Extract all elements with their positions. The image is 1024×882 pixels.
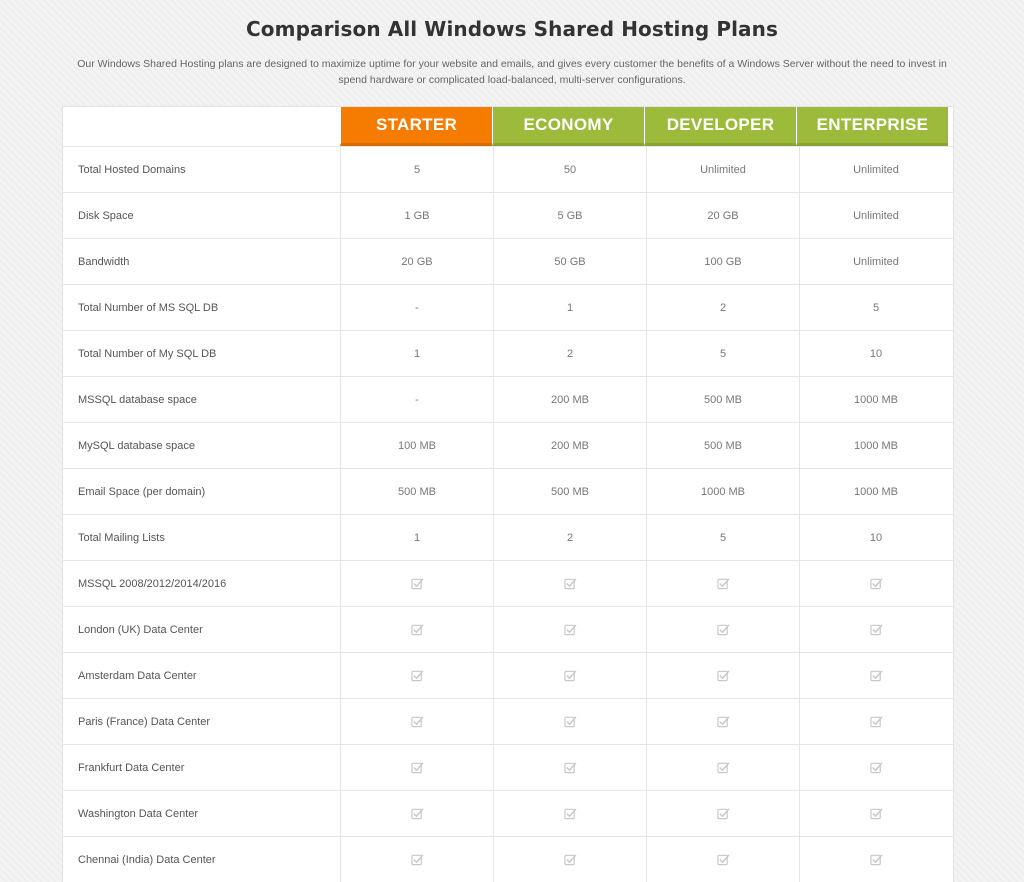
checkmark-icon (493, 837, 646, 882)
feature-value: 1 (340, 331, 493, 376)
feature-value: 5 (646, 515, 799, 560)
feature-value: 1000 MB (799, 423, 952, 468)
feature-value: 2 (493, 331, 646, 376)
feature-value: 2 (493, 515, 646, 560)
table-row (63, 514, 953, 560)
checkmark-icon (340, 791, 493, 836)
checkmark-icon (799, 837, 952, 882)
plan-header-enterprise: ENTERPRISE (796, 107, 948, 146)
table-row (63, 468, 953, 514)
feature-label: Total Number of MS SQL DB (78, 301, 219, 314)
checkmark-icon (340, 561, 493, 606)
checkmark-icon (493, 791, 646, 836)
table-row (63, 192, 953, 238)
checkmark-icon (493, 745, 646, 790)
table-row (63, 652, 953, 698)
table-row (63, 790, 953, 836)
feature-value: Unlimited (646, 147, 799, 192)
feature-value: 200 MB (493, 423, 646, 468)
checkmark-icon (493, 653, 646, 698)
checkmark-icon (646, 837, 799, 882)
feature-value: 5 (340, 147, 493, 192)
feature-value: - (340, 285, 493, 330)
checkmark-icon (646, 653, 799, 698)
feature-value: 20 GB (340, 239, 493, 284)
checkmark-icon (646, 699, 799, 744)
checkmark-icon (799, 745, 952, 790)
header-empty-cell (63, 107, 340, 146)
feature-value: 10 (799, 515, 952, 560)
feature-value: 5 (799, 285, 952, 330)
table-row (63, 146, 953, 192)
feature-label: MySQL database space (78, 439, 195, 452)
plan-header-economy: ECONOMY (492, 107, 644, 146)
checkmark-icon (799, 561, 952, 606)
table-row (63, 744, 953, 790)
feature-label: Disk Space (78, 209, 134, 222)
feature-label: Paris (France) Data Center (78, 715, 211, 728)
feature-value: 50 GB (493, 239, 646, 284)
feature-value: 100 GB (646, 239, 799, 284)
checkmark-icon (493, 561, 646, 606)
checkmark-icon (340, 837, 493, 882)
table-row (63, 606, 953, 652)
feature-value: - (340, 377, 493, 422)
feature-value: 500 MB (493, 469, 646, 514)
feature-label: MSSQL 2008/2012/2014/2016 (78, 577, 227, 590)
checkmark-icon (799, 699, 952, 744)
feature-value: Unlimited (799, 193, 952, 238)
table-row (63, 238, 953, 284)
checkmark-icon (799, 791, 952, 836)
checkmark-icon (646, 607, 799, 652)
checkmark-icon (340, 653, 493, 698)
feature-value: 100 MB (340, 423, 493, 468)
feature-label: Chennai (India) Data Center (78, 853, 216, 866)
feature-value: 5 (646, 331, 799, 376)
page-title: Comparison All Windows Shared Hosting Plans (246, 17, 778, 41)
feature-value: 500 MB (646, 377, 799, 422)
table-row (63, 836, 953, 882)
feature-label: MSSQL database space (78, 393, 197, 406)
table-row (63, 560, 953, 606)
feature-value: Unlimited (799, 239, 952, 284)
feature-label: Washington Data Center (78, 807, 199, 820)
plan-header-starter: STARTER (340, 107, 492, 146)
checkmark-icon (799, 607, 952, 652)
feature-value: 1 GB (340, 193, 493, 238)
checkmark-icon (340, 699, 493, 744)
checkmark-icon (646, 791, 799, 836)
table-row (63, 422, 953, 468)
feature-value: 1000 MB (799, 469, 952, 514)
feature-label: Total Number of My SQL DB (78, 347, 217, 360)
table-row (63, 330, 953, 376)
table-row (63, 376, 953, 422)
feature-value: 1000 MB (799, 377, 952, 422)
plan-header-developer: DEVELOPER (644, 107, 796, 146)
feature-label: Total Hosted Domains (78, 163, 186, 176)
feature-value: 10 (799, 331, 952, 376)
feature-value: 500 MB (646, 423, 799, 468)
comparison-table (62, 106, 954, 882)
table-header-row (63, 107, 953, 146)
checkmark-icon (493, 699, 646, 744)
feature-value: 20 GB (646, 193, 799, 238)
feature-label: Total Mailing Lists (78, 531, 165, 544)
feature-label: Frankfurt Data Center (78, 761, 185, 774)
table-row (63, 284, 953, 330)
checkmark-icon (646, 745, 799, 790)
feature-value: 1 (493, 285, 646, 330)
feature-value: 5 GB (493, 193, 646, 238)
checkmark-icon (340, 745, 493, 790)
feature-label: London (UK) Data Center (78, 623, 203, 636)
feature-label: Bandwidth (78, 255, 130, 268)
checkmark-icon (340, 607, 493, 652)
feature-value: 2 (646, 285, 799, 330)
feature-value: Unlimited (799, 147, 952, 192)
feature-label: Email Space (per domain) (78, 485, 206, 498)
feature-value: 1 (340, 515, 493, 560)
page-subtitle: Our Windows Shared Hosting plans are designed to maximize uptime for your website and emails, and gives every customer the benefits of a Windows Server without the need to invest in spend hardware or complicated load-balanced, multi-server configurations. (77, 58, 947, 86)
feature-value: 200 MB (493, 377, 646, 422)
feature-value: 1000 MB (646, 469, 799, 514)
feature-value: 500 MB (340, 469, 493, 514)
checkmark-icon (799, 653, 952, 698)
feature-value: 50 (493, 147, 646, 192)
checkmark-icon (646, 561, 799, 606)
checkmark-icon (493, 607, 646, 652)
feature-label: Amsterdam Data Center (78, 669, 197, 682)
table-row (63, 698, 953, 744)
